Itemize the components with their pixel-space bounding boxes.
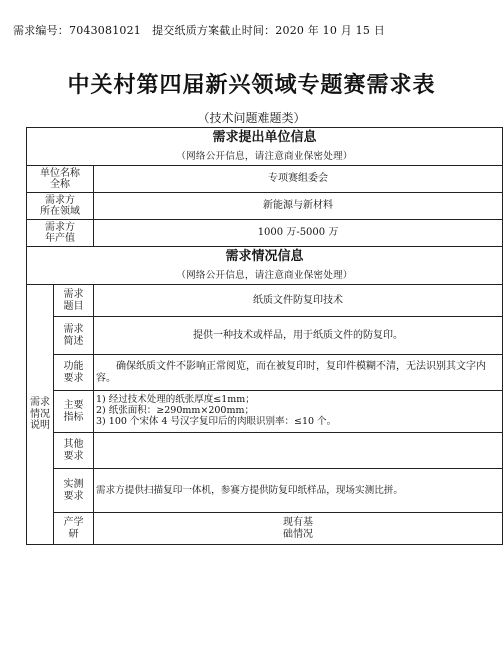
indicator-item: 2) 纸张面积：≥290mm×200mm； <box>96 405 254 417</box>
topic-value: 纸质文件防复印技术 <box>94 285 503 317</box>
s2: 础情况 <box>283 528 314 540</box>
section1-note: （网络公开信息，请注意商业保密处理） <box>27 150 503 166</box>
o2: 要求 <box>63 450 84 462</box>
section2-note: （网络公开信息，请注意商业保密处理） <box>27 269 503 285</box>
section1-heading: 需求提出单位信息 <box>27 128 503 150</box>
r2: 研 <box>68 528 79 540</box>
domain-label-text: 需求方 <box>45 194 75 206</box>
unit-name-label-text-2: 全称 <box>50 179 70 190</box>
indicator-item: 3) 100 个宋体 4 号汉字复印后的肉眼识别率：≤10 个。 <box>96 415 337 427</box>
b2: 简述 <box>63 335 84 347</box>
r1: 产学 <box>63 517 84 528</box>
output-label-text: 需求方 <box>45 221 75 233</box>
unit-name-value: 专项赛组委会 <box>94 166 503 193</box>
unit-name-label <box>27 166 94 193</box>
f2: 要求 <box>63 372 84 384</box>
b1: 需求 <box>63 324 84 335</box>
output-label <box>27 220 94 247</box>
t1: 需求 <box>63 289 84 300</box>
x2: 要求 <box>63 490 84 502</box>
basis-label <box>94 513 503 545</box>
f1: 功能 <box>63 361 84 372</box>
g1: 需求 <box>30 397 50 409</box>
group-label-research <box>54 513 94 545</box>
test-value: 需求方提供扫描复印一体机，参赛方提供防复印纸样品，现场实测比拼。 <box>94 469 503 513</box>
function-label <box>54 355 94 391</box>
output-label-text-2: 年产值 <box>45 233 75 244</box>
t2: 题目 <box>63 300 84 312</box>
o1: 其他 <box>63 439 84 450</box>
function-value: 确保纸质文件不影响正常阅览，而在被复印时，复印件模糊不清，无法识别其文字内容。 <box>94 355 503 391</box>
brief-label <box>54 317 94 355</box>
brief-value: 提供一种技术或样品，用于纸质文件的防复印。 <box>94 317 503 355</box>
deadline: 2020 年 10 月 15 日 <box>275 24 385 37</box>
group-label-needs <box>27 285 54 545</box>
other-value <box>94 433 503 469</box>
g2: 情况 <box>30 408 50 420</box>
s1: 现有基 <box>283 517 314 528</box>
section2-heading: 需求情况信息 <box>27 247 503 269</box>
indicator-item: 1) 经过技术处理的纸张厚度≤1mm； <box>96 394 255 406</box>
i1: 主要 <box>63 400 84 411</box>
deadline-label: 提交纸质方案截止时间： <box>152 24 276 37</box>
indicators-label <box>54 391 94 433</box>
page-subtitle: （技术问题难题类） <box>197 111 306 125</box>
i2: 指标 <box>63 411 84 423</box>
requirement-table <box>26 127 503 545</box>
unit-name-label-text: 单位名称 <box>40 167 80 179</box>
document-header <box>13 22 385 38</box>
domain-label-text-2: 所在领域 <box>40 206 80 217</box>
output-value: 1000 万-5000 万 <box>94 220 503 247</box>
req-no: 7043081021 <box>69 24 141 37</box>
domain-label <box>27 193 94 220</box>
page-title: 中关村第四届新兴领域专题赛需求表 <box>67 73 436 98</box>
domain-value: 新能源与新材料 <box>94 193 503 220</box>
req-no-label: 需求编号： <box>13 24 69 37</box>
g3: 说明 <box>30 420 50 432</box>
other-label <box>54 433 94 469</box>
test-label <box>54 469 94 513</box>
indicators-list <box>94 391 503 433</box>
topic-label <box>54 285 94 317</box>
x1: 实测 <box>63 479 84 490</box>
